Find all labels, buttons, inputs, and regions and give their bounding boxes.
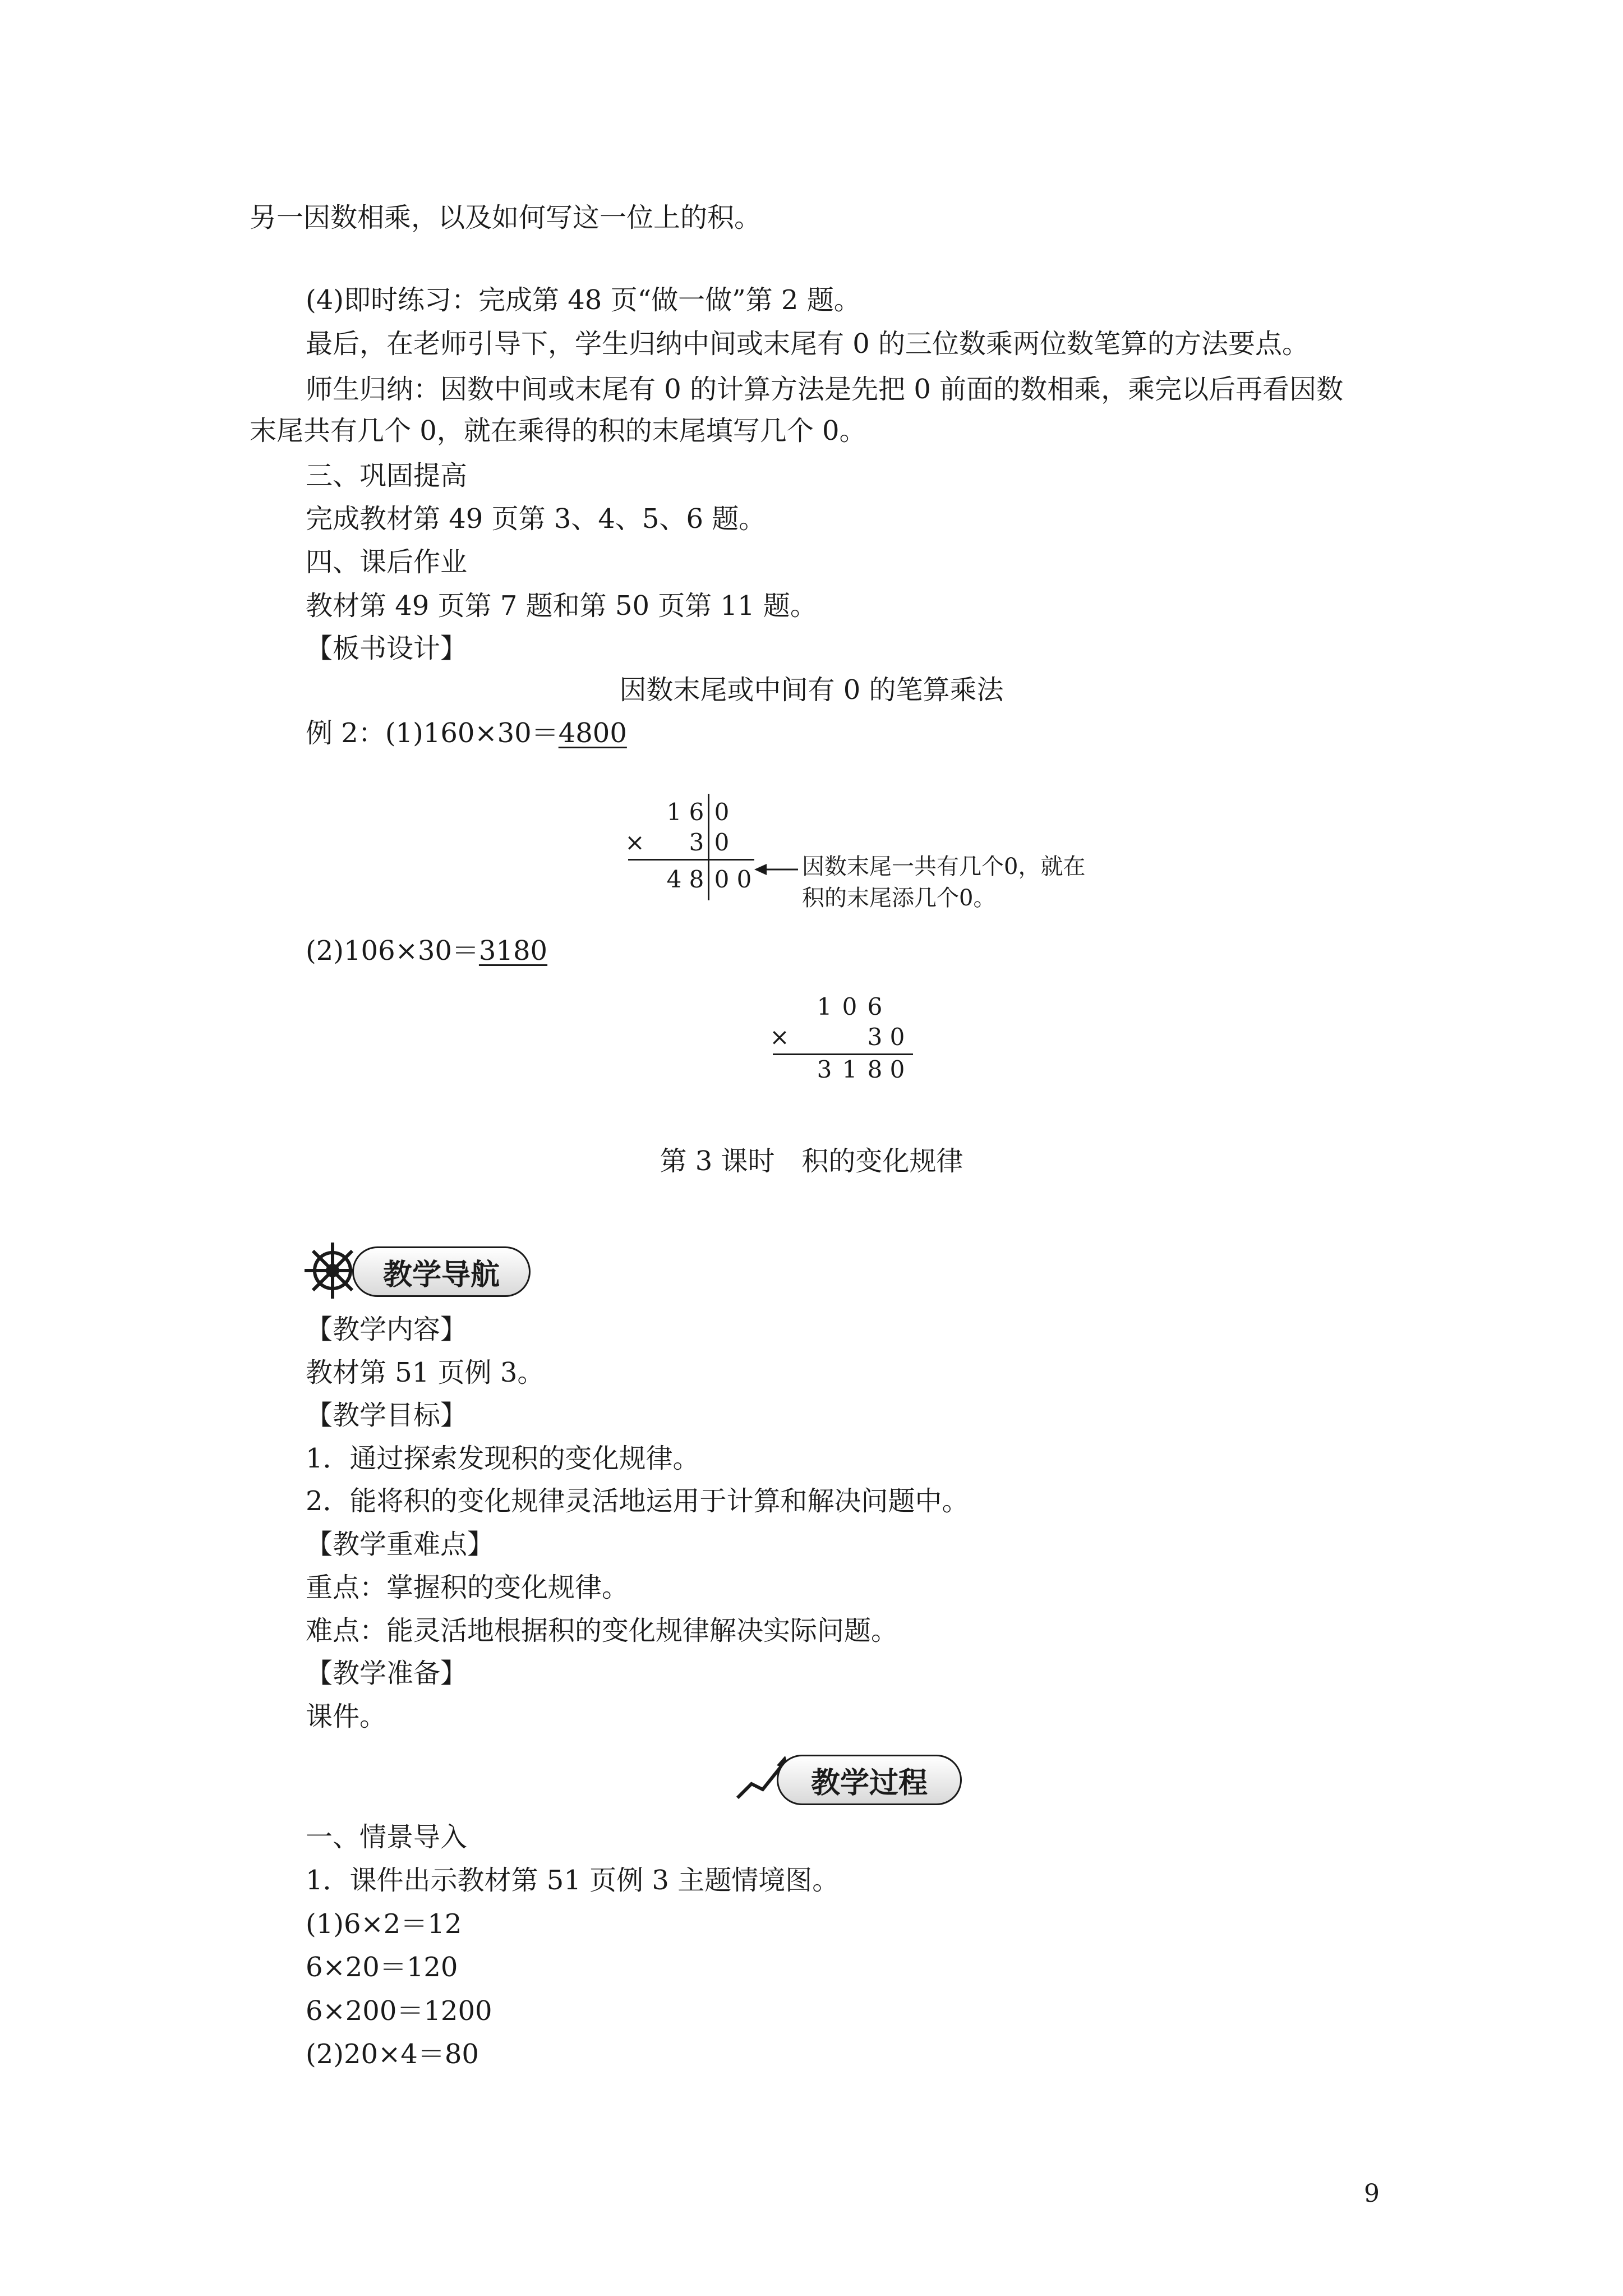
digit: 0 [714, 798, 730, 826]
note-text: 因数末尾一共有几个0，就在 [802, 854, 1086, 880]
text-line: 6×20＝120 [306, 1952, 458, 1983]
section-heading: 【教学重难点】 [306, 1529, 495, 1560]
example-1-expression: 例 2：(1)160×30＝ [306, 717, 559, 749]
digit: 0 [842, 993, 857, 1020]
lesson-title: 第 3 课时 积的变化规律 [660, 1145, 963, 1177]
text-line: 师生归纳：因数中间或末尾有 0 的计算方法是先把 0 前面的数相乘，乘完以后再看因数 [306, 374, 1344, 405]
separator-line [708, 794, 709, 900]
digit: 4 [666, 866, 682, 893]
example-2 [306, 934, 547, 968]
text-line: 1．课件出示教材第 51 页例 3 主题情境图。 [306, 1865, 840, 1896]
rule-line [628, 859, 754, 861]
section-heading: 四、课后作业 [306, 546, 468, 578]
digit: 0 [714, 829, 730, 856]
text-line: 重点：掌握积的变化规律。 [306, 1572, 629, 1603]
digit: 0 [714, 866, 730, 893]
multiply-sign: × [769, 1023, 790, 1051]
digit: 1 [842, 1056, 857, 1083]
page-number: 9 [1364, 2179, 1380, 2208]
digit: 6 [689, 798, 704, 826]
example-2-expression: (2)106×30＝ [306, 935, 479, 967]
board-title: 因数末尾或中间有 0 的笔算乘法 [619, 674, 1004, 706]
text-line: 1．通过探索发现积的变化规律。 [306, 1443, 700, 1474]
digit: 3 [689, 829, 704, 856]
text-line: 课件。 [306, 1701, 387, 1732]
section-heading: 一、情景导入 [306, 1821, 468, 1853]
digit: 8 [689, 866, 704, 893]
digit: 0 [889, 1056, 905, 1083]
text-line: 最后，在老师引导下，学生归纳中间或末尾有 0 的三位数乘两位数笔算的方法要点。 [306, 328, 1310, 360]
digit: 6 [867, 993, 883, 1020]
arrow-left-icon [754, 858, 799, 881]
text-line: (1)6×2＝12 [306, 1908, 462, 1940]
digit: 0 [889, 1023, 905, 1051]
vertical-calculation-2 [768, 993, 937, 1083]
digit: 3 [817, 1056, 832, 1083]
multiply-sign: × [625, 829, 645, 856]
example-1-answer: 4800 [558, 717, 627, 749]
text-line: 难点：能灵活地根据积的变化规律解决实际问题。 [306, 1615, 898, 1646]
text-line: 另一因数相乘，以及如何写这一位上的积。 [250, 202, 762, 233]
example-2-answer: 3180 [478, 935, 548, 967]
section-heading: 三、巩固提高 [306, 460, 468, 491]
section-heading: 【教学准备】 [306, 1658, 468, 1689]
section-heading: 【板书设计】 [306, 633, 468, 664]
digit: 3 [867, 1023, 883, 1051]
teaching-navigation-badge: 教学导航 [352, 1246, 531, 1297]
teaching-process-badge: 教学过程 [777, 1755, 962, 1805]
rule-line [773, 1053, 913, 1055]
text-line: 末尾共有几个 0，就在乘得的积的末尾填写几个 0。 [250, 415, 866, 447]
note-text: 积的末尾添几个0。 [802, 885, 996, 911]
digit: 1 [666, 798, 682, 826]
text-line: 2．能将积的变化规律灵活地运用于计算和解决问题中。 [306, 1485, 969, 1517]
text-line: 教材第 51 页例 3。 [306, 1357, 545, 1388]
example-1 [306, 716, 627, 750]
section-heading: 【教学目标】 [306, 1400, 468, 1431]
digit: 0 [736, 866, 752, 893]
text-line: (2)20×4＝80 [306, 2039, 479, 2070]
section-heading: 【教学内容】 [306, 1314, 468, 1345]
text-line: (4)即时练习：完成第 48 页“做一做”第 2 题。 [306, 284, 861, 316]
text-line: 完成教材第 49 页第 3、4、5、6 题。 [306, 503, 766, 535]
text-line: 教材第 49 页第 7 题和第 50 页第 11 题。 [306, 590, 817, 622]
text-line: 6×200＝1200 [306, 1995, 492, 2027]
digit: 1 [817, 993, 832, 1020]
digit: 8 [867, 1056, 883, 1083]
